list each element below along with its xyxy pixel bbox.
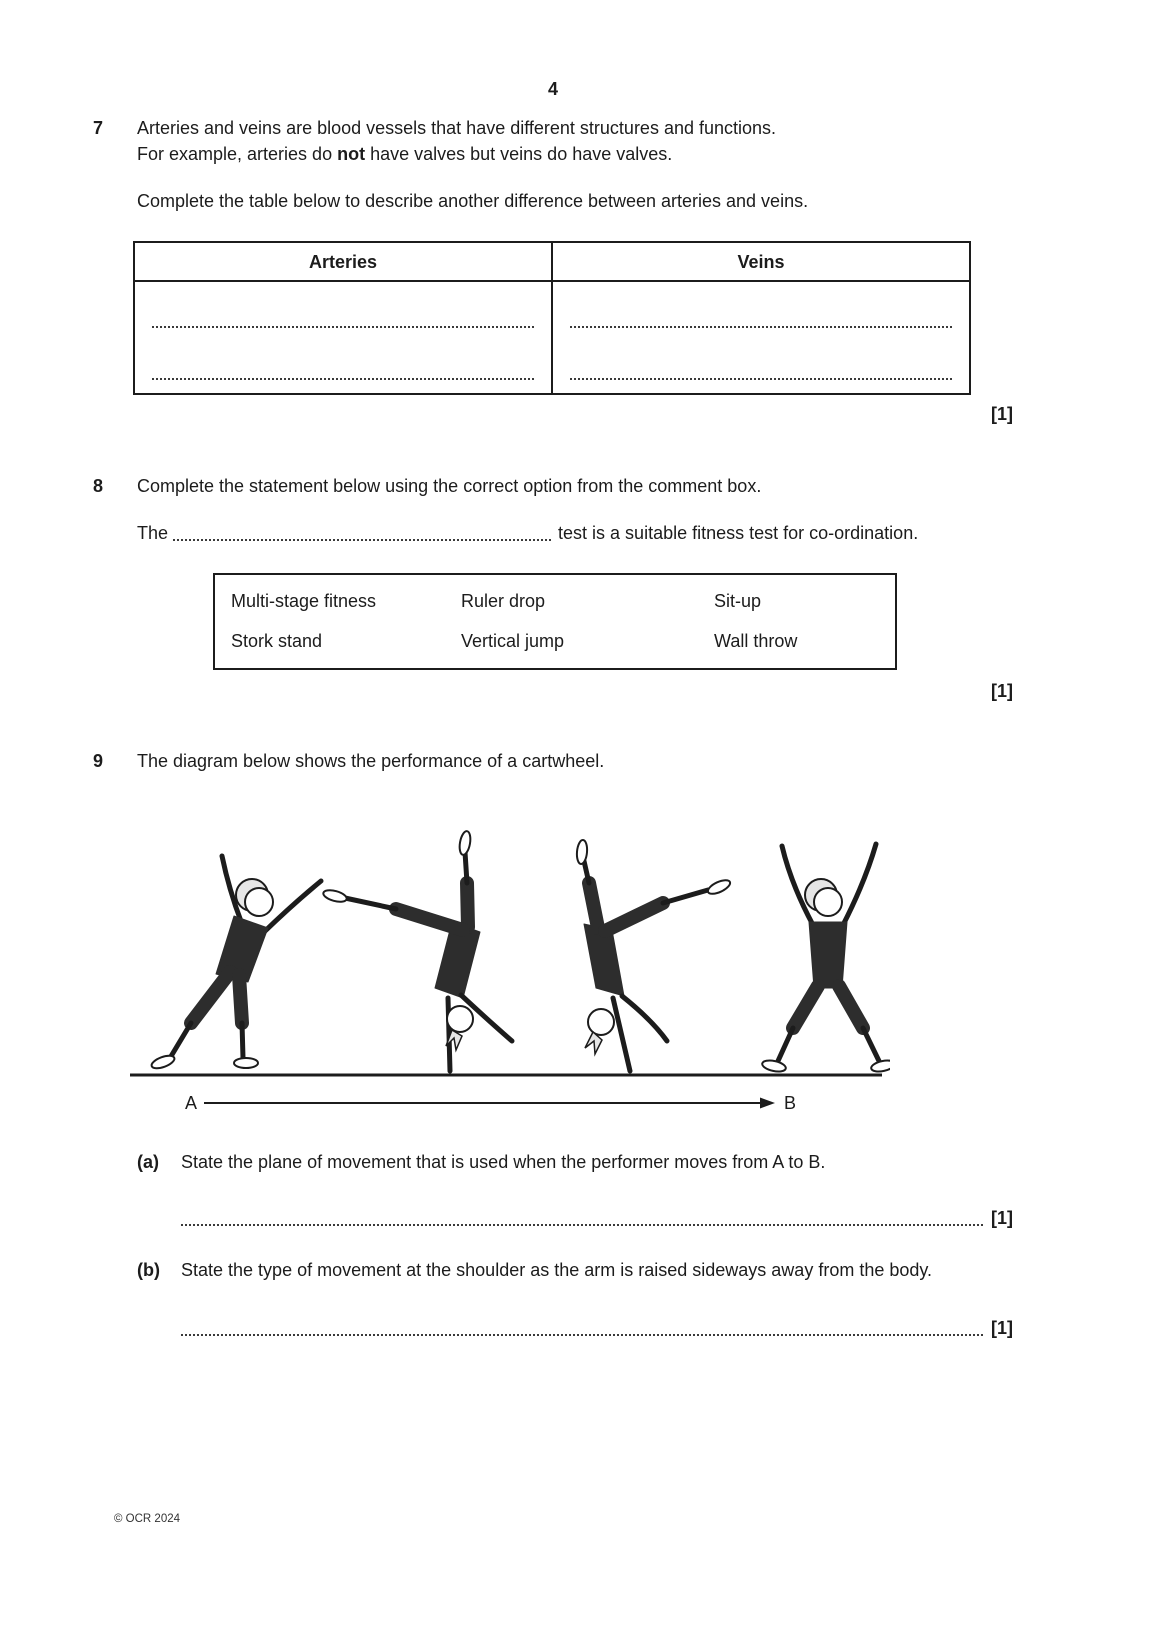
question-8 [93, 473, 1013, 704]
q7-marks: [1] [991, 404, 1013, 424]
comment-box [213, 573, 897, 670]
table-header-arteries: Arteries [134, 242, 552, 281]
veins-answer-line-2[interactable] [570, 378, 952, 380]
direction-arrow [204, 1096, 776, 1110]
option-wall-throw: Wall throw [714, 631, 798, 651]
veins-answer-cell [552, 281, 970, 394]
option-stork-stand: Stork stand [231, 631, 323, 651]
q9-number: 9 [93, 751, 104, 771]
q7-number: 7 [93, 118, 104, 138]
q9a-answer-line[interactable] [181, 1224, 983, 1226]
q9-part-a [137, 1149, 1013, 1175]
q8-statement: The test is a suitable fitness test for co-ordination. [137, 523, 919, 543]
q8-answer-line[interactable] [173, 537, 551, 541]
q7-bold-not: not [337, 144, 366, 164]
label-b: B [784, 1093, 797, 1113]
q9b-marks: [1] [991, 1318, 1013, 1338]
option-sit-up: Sit-up [714, 591, 762, 611]
page-number: 4 [547, 79, 558, 99]
q9a-answer-row [181, 1205, 1013, 1231]
cartwheel-figure-2 [322, 830, 512, 1071]
cartwheel-figure-4 [761, 844, 890, 1073]
q8-marks: [1] [991, 681, 1013, 701]
q7-line1: Arteries and veins are blood vessels that have different structures and functions. [137, 118, 777, 138]
question-7 [93, 115, 1013, 427]
table-header-veins: Veins [552, 242, 970, 281]
veins-answer-line-1[interactable] [570, 326, 952, 328]
cartwheel-figure-3 [576, 840, 732, 1071]
q8-instruction: Complete the statement below using the correct option from the comment box. [137, 476, 762, 496]
q9b-label: (b) [137, 1260, 160, 1280]
cartwheel-diagram [130, 782, 1013, 1082]
question-9 [93, 748, 1013, 1341]
a-to-b-arrow-row [185, 1091, 1013, 1115]
arteries-answer-line-2[interactable] [152, 378, 534, 380]
label-a: A [185, 1093, 198, 1113]
q9-part-b [137, 1257, 1013, 1283]
q9a-label: (a) [137, 1152, 159, 1172]
option-multi-stage-fitness: Multi-stage fitness [231, 591, 377, 611]
q9a-text: State the plane of movement that is used when the performer moves from A to B. [181, 1152, 826, 1172]
arteries-veins-table [133, 241, 971, 395]
option-ruler-drop: Ruler drop [461, 591, 546, 611]
q7-line2: For example, arteries do not have valves but veins do have valves. [137, 144, 673, 164]
q9-intro: The diagram below shows the performance of a cartwheel. [137, 751, 605, 771]
cartwheel-diagram-svg [130, 782, 890, 1082]
q9b-answer-line[interactable] [181, 1334, 983, 1336]
arteries-answer-cell [134, 281, 552, 394]
q8-number: 8 [93, 476, 104, 496]
q9b-text: State the type of movement at the shoulder as the arm is raised sideways away from the body. [181, 1260, 933, 1280]
arteries-answer-line-1[interactable] [152, 326, 534, 328]
q9b-answer-row [181, 1315, 1013, 1341]
q9a-marks: [1] [991, 1208, 1013, 1228]
q7-instruction: Complete the table below to describe another difference between arteries and veins. [137, 191, 809, 211]
copyright-footer: © OCR 2024 [114, 1513, 181, 1525]
cartwheel-figure-1 [150, 856, 321, 1071]
option-vertical-jump: Vertical jump [461, 631, 565, 651]
